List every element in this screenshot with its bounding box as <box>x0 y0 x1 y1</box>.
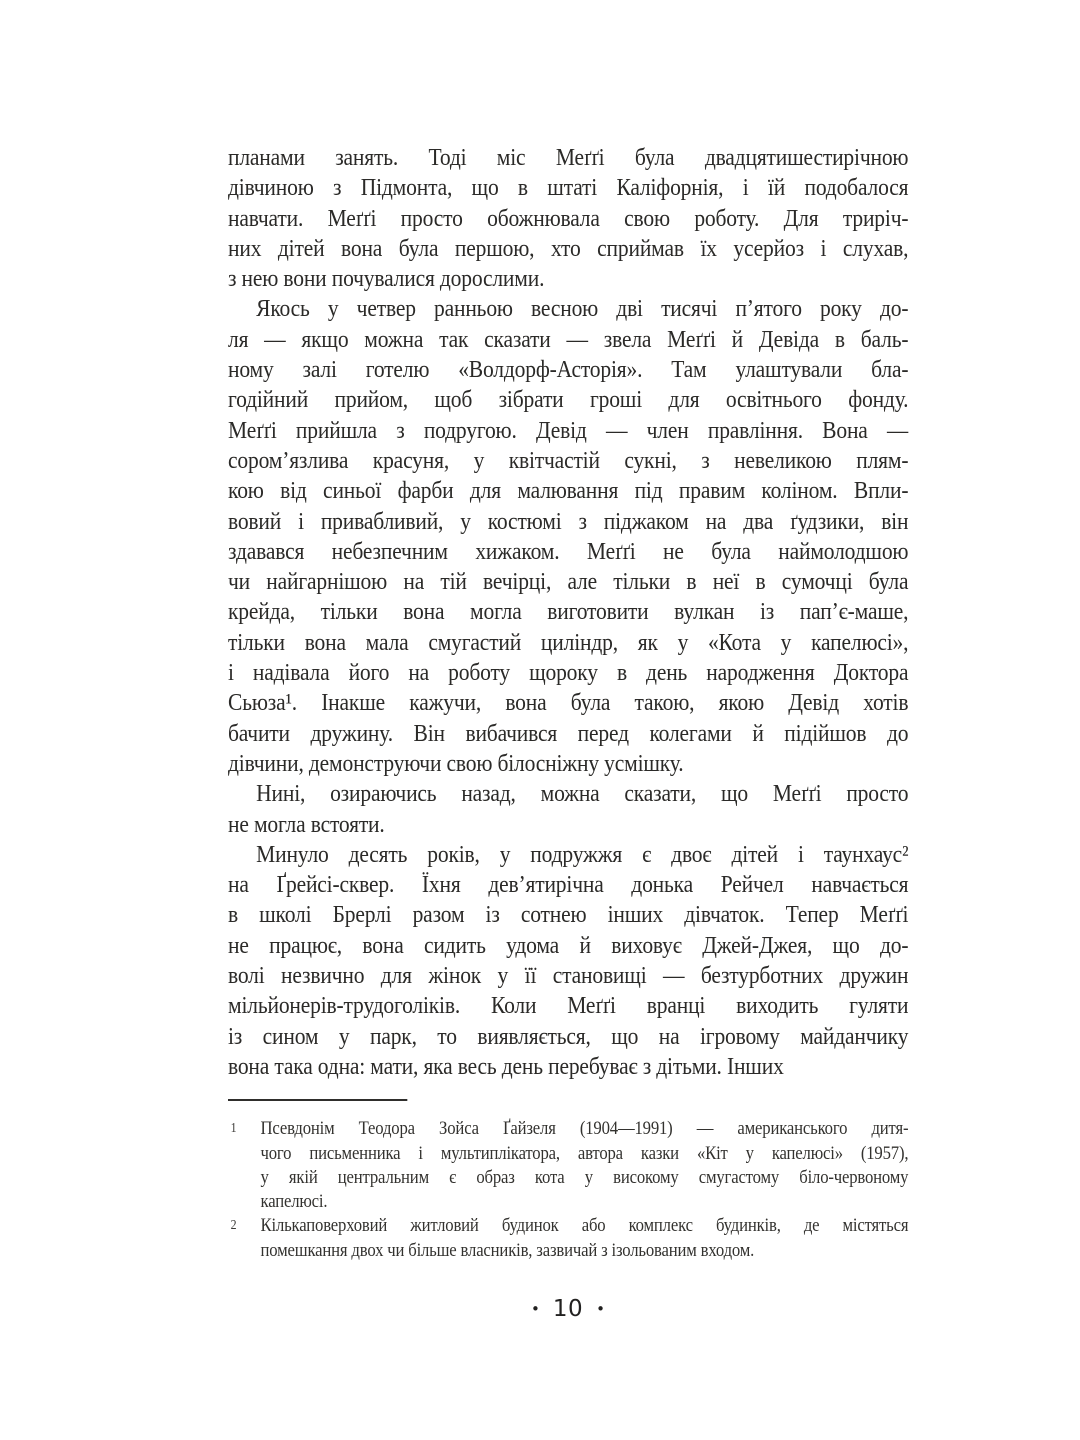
text-block <box>228 143 908 1263</box>
text-line: на Ґрейсі-сквер. Їхня дев’ятирічна донька Рейчел навчається <box>228 871 909 899</box>
text-line: здавався небезпечним хижаком. Меґґі не була наймолодшою <box>228 537 909 565</box>
text-line: волі незвично для жінок у її становищі — безтурботних дружин <box>228 962 909 990</box>
footnote-line: помешкання двох чи більше власників, зазвичай з ізольованим входом. <box>260 1239 755 1261</box>
footer-bullet-right-icon: • <box>596 1300 605 1318</box>
footer-bullet-left-icon: • <box>531 1300 540 1318</box>
footnote-line: чого письменника і мультиплікатора, автора казки «Кіт у капелюсі» (1957), <box>260 1142 909 1164</box>
text-line: Нині, озираючись назад, можна сказати, що Меґґі просто <box>256 780 909 808</box>
page-footer <box>228 1296 908 1322</box>
paragraph <box>228 840 908 1082</box>
text-line: ному залі готелю «Волдорф-Асторія». Там улаштували бла- <box>228 356 909 384</box>
text-line: тільки вона мала смугастий циліндр, як у «Кота у капелюсі», <box>228 628 909 656</box>
text-line: бачити дружину. Він вибачився перед колегами й підійшов до <box>228 719 909 747</box>
text-line: Меґґі прийшла з подругою. Девід — член правління. Вона — <box>228 416 909 444</box>
paragraph <box>228 143 908 294</box>
text-line: мільйонерів-трудоголіків. Коли Меґґі вранці виходить гуляти <box>228 992 909 1020</box>
text-line: Якось у четвер ранньою весною дві тисячі п’ятого року до- <box>256 295 909 323</box>
footnote-line: Псевдонім Теодора Зойса Ґайзеля (1904—1991) — американського дитя- <box>260 1118 909 1140</box>
text-line: навчати. Меґґі просто обожнювала свою роботу. Для триріч- <box>228 204 909 232</box>
text-line: дівчини, демонструючи свою білосніжну усмішку. <box>228 749 684 777</box>
text-line: із сином у парк, то виявляється, що на ігровому майданчику <box>228 1022 909 1050</box>
paragraph <box>228 779 908 840</box>
footnote <box>228 1117 908 1214</box>
text-line: дівчиною з Підмонта, що в штаті Каліфорнія, і їй подобалося <box>228 174 909 202</box>
body-text <box>228 143 908 1082</box>
footnote-line: у якій центральним є образ кота у високому смугастому біло-червоному <box>260 1166 909 1188</box>
footnote-line: капелюсі. <box>260 1191 328 1213</box>
text-line: годійний прийом, щоб зібрати гроші для освітнього фонду. <box>228 386 909 414</box>
text-line: Сьюза¹. Інакше кажучи, вона була такою, якою Девід хотів <box>228 689 909 717</box>
footnote <box>228 1214 908 1263</box>
text-line: Минуло десять років, у подружжя є двоє дітей і таунхаус² <box>256 840 909 868</box>
text-line: вовий і привабливий, у костюмі з піджаком на два ґудзики, він <box>228 507 909 535</box>
footnote-marker: 2 <box>230 1217 237 1233</box>
text-line: кою від синьої фарби для малювання під правим коліном. Впли- <box>228 477 909 505</box>
text-line: ля — якщо можна так сказати — звела Меґґі й Девіда в баль- <box>228 325 909 353</box>
footnote-separator <box>228 1099 407 1101</box>
paragraph <box>228 294 908 779</box>
text-line: них дітей вона була першою, хто сприймав їх усерйоз і слухав, <box>228 234 909 262</box>
text-line: вона така одна: мати, яка весь день перебуває з дітьми. Інших <box>228 1052 784 1080</box>
footnote-marker: 1 <box>230 1120 237 1136</box>
footnotes <box>228 1117 908 1263</box>
text-line: і надівала його на роботу щороку в день народження Доктора <box>228 659 909 687</box>
text-line: з нею вони почувалися дорослими. <box>228 265 545 293</box>
text-line: чи найгарнішою на тій вечірці, але тільки в неї в сумочці була <box>228 568 909 596</box>
page-number: 10 <box>552 1296 584 1322</box>
text-line: сором’язлива красуня, у квітчастій сукні, з невеликою плям- <box>228 446 909 474</box>
text-line: планами занять. Тоді міс Меґґі була двадцятишестирічною <box>228 144 909 171</box>
text-line: не працює, вона сидить удома й виховує Джей-Джея, що до- <box>228 931 909 959</box>
text-line: не могла встояти. <box>228 810 385 838</box>
text-line: крейда, тільки вона могла виготовити вулкан із пап’є-маше, <box>228 598 909 626</box>
footnote-line: Кількаповерховий житловий будинок або комплекс будинків, де містяться <box>260 1215 909 1237</box>
text-line: в школі Брерлі разом із сотнею інших дівчаток. Тепер Меґґі <box>228 901 909 929</box>
